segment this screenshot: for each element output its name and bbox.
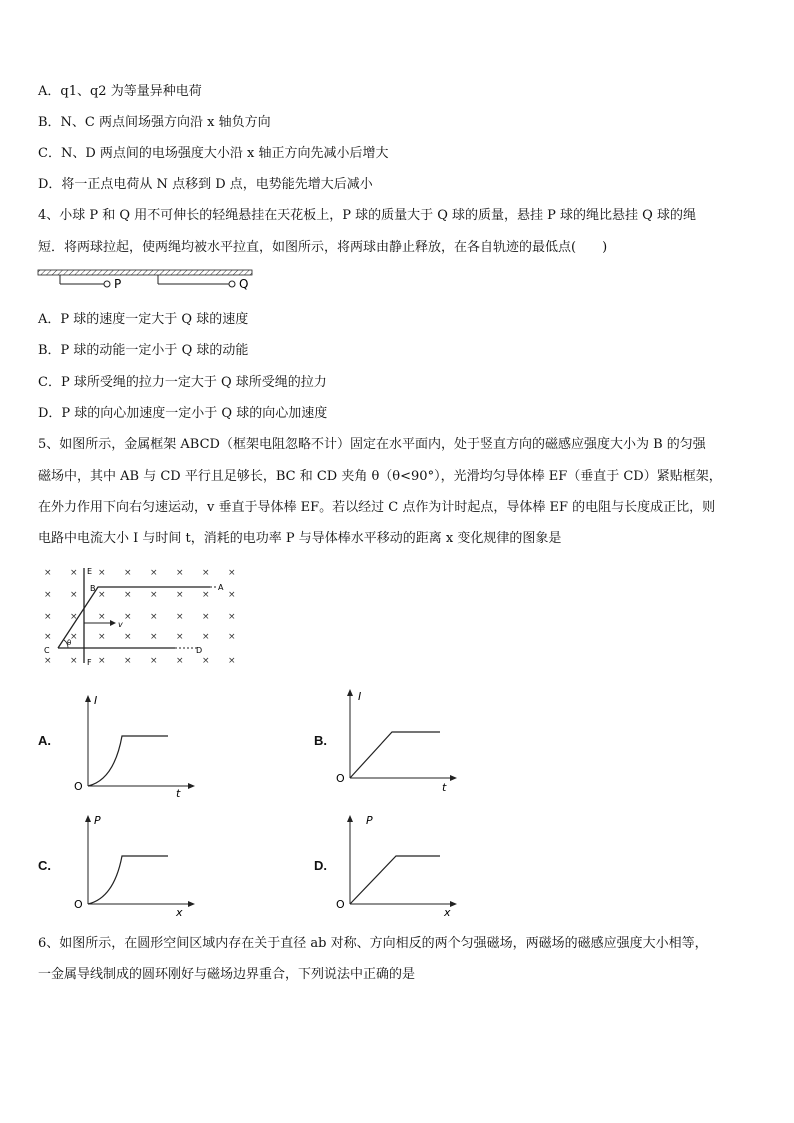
label-c: C bbox=[44, 646, 50, 655]
q5-stem-line2: 磁场中，其中 AB 与 CD 平行且足够长，BC 和 CD 夹角 θ（θ<90°），光滑均匀导体棒 EF（垂直于 CD）紧贴框架， bbox=[38, 469, 722, 484]
field-cross: × bbox=[202, 632, 210, 642]
field-cross: × bbox=[44, 656, 52, 666]
q4-option-a: A．P 球的速度一定大于 Q 球的速度 bbox=[38, 312, 249, 327]
q5-stem-line3: 在外力作用下向右匀速运动，v 垂直于导体棒 EF。若以经过 C 点作为计时起点，导体棒 EF 的电阻与长度成正比，则 bbox=[38, 500, 716, 515]
label-v: v bbox=[118, 620, 123, 629]
field-cross: × bbox=[228, 656, 236, 666]
q4-option-d: D．P 球的向心加速度一定小于 Q 球的向心加速度 bbox=[38, 406, 328, 421]
q5-field-figure bbox=[40, 565, 240, 670]
q5-stem-line1: 5、如图所示，金属框架 ABCD（框架电阻忽略不计）固定在水平面内，处于竖直方向的磁感应强度大小为 B 的匀强 bbox=[38, 437, 706, 452]
q4-stem-line1: 4、小球 P 和 Q 用不可伸长的轻绳悬挂在天花板上，P 球的质量大于 Q 球的质量，悬挂 P 球的绳比悬挂 Q 球的绳 bbox=[38, 208, 696, 223]
q5-option-d-letter: D. bbox=[314, 858, 327, 873]
field-cross: × bbox=[124, 612, 132, 622]
label-q: Q bbox=[239, 277, 249, 291]
graph-d-line bbox=[350, 856, 440, 904]
q3-option-d: D．将一正点电荷从 N 点移到 D 点，电势能先增大后减小 bbox=[38, 177, 373, 192]
field-cross: × bbox=[44, 568, 52, 578]
q3-option-a: A．q1、q2 为等量异种电荷 bbox=[38, 84, 202, 99]
field-cross: × bbox=[70, 568, 78, 578]
ball-q bbox=[229, 281, 235, 287]
field-cross: × bbox=[176, 568, 184, 578]
field-cross: × bbox=[44, 632, 52, 642]
field-cross: × bbox=[70, 632, 78, 642]
graph-a-xlabel: t bbox=[176, 787, 181, 800]
q5-graph-c bbox=[72, 812, 212, 920]
q5-option-c-letter: C. bbox=[38, 858, 51, 873]
label-e: E bbox=[87, 567, 93, 576]
field-cross: × bbox=[124, 590, 132, 600]
field-cross: × bbox=[228, 568, 236, 578]
graph-a-origin: O bbox=[74, 780, 83, 793]
q6-stem-line1: 6、如图所示，在圆形空间区域内存在关于直径 ab 对称、方向相反的两个匀强磁场，两磁场的磁感应强度大小相等， bbox=[38, 936, 708, 951]
field-cross: × bbox=[202, 568, 210, 578]
field-cross: × bbox=[150, 568, 158, 578]
q5-graph-b bbox=[334, 688, 474, 796]
graph-b-ylabel: I bbox=[358, 690, 362, 703]
q3-option-b: B．N、C 两点间场强方向沿 x 轴负方向 bbox=[38, 115, 271, 130]
q3-option-c: C．N、D 两点间的电场强度大小沿 x 轴正方向先减小后增大 bbox=[38, 146, 389, 161]
field-cross: × bbox=[228, 632, 236, 642]
field-cross: × bbox=[202, 612, 210, 622]
label-b: B bbox=[90, 584, 96, 593]
graph-d-origin: O bbox=[336, 898, 345, 911]
q5-option-a-letter: A. bbox=[38, 733, 51, 748]
frame-cbA bbox=[58, 587, 210, 648]
label-a: A bbox=[218, 583, 224, 592]
q4-figure bbox=[36, 268, 266, 294]
field-cross: × bbox=[176, 632, 184, 642]
field-cross: × bbox=[176, 590, 184, 600]
q4-option-c: C．P 球所受绳的拉力一定大于 Q 球所受绳的拉力 bbox=[38, 375, 327, 390]
field-cross: × bbox=[44, 612, 52, 622]
q5-stem-line4: 电路中电流大小 I 与时间 t，消耗的电功率 P 与导体棒水平移动的距离 x 变化规律的图象是 bbox=[38, 531, 562, 546]
label-f: F bbox=[87, 658, 92, 667]
q5-option-b-letter: B. bbox=[314, 733, 327, 748]
q5-graph-a bbox=[72, 690, 212, 798]
field-cross: × bbox=[70, 656, 78, 666]
field-cross: × bbox=[70, 590, 78, 600]
graph-d-ylabel: P bbox=[366, 814, 373, 827]
label-p: P bbox=[114, 277, 122, 291]
graph-c-origin: O bbox=[74, 898, 83, 911]
field-cross: × bbox=[98, 656, 106, 666]
field-cross: × bbox=[124, 632, 132, 642]
graph-a-ylabel: I bbox=[94, 694, 98, 707]
field-cross: × bbox=[98, 590, 106, 600]
field-cross: × bbox=[98, 612, 106, 622]
field-cross: × bbox=[70, 612, 78, 622]
field-cross: × bbox=[150, 590, 158, 600]
field-cross: × bbox=[176, 656, 184, 666]
field-cross: × bbox=[98, 568, 106, 578]
graph-b-origin: O bbox=[336, 772, 345, 785]
field-cross: × bbox=[228, 612, 236, 622]
field-cross: × bbox=[228, 590, 236, 600]
field-cross: × bbox=[44, 590, 52, 600]
graph-c-xlabel: x bbox=[176, 906, 183, 919]
graph-c-ylabel: P bbox=[94, 814, 101, 827]
magnetic-field-crosses bbox=[44, 568, 236, 666]
ceiling bbox=[38, 270, 252, 275]
q4-stem-line2: 短．将两球拉起，使两绳均被水平拉直，如图所示，将两球由静止释放，在各自轨迹的最低点( ) bbox=[38, 240, 608, 255]
label-theta: θ bbox=[67, 639, 72, 647]
graph-c-line bbox=[88, 856, 168, 904]
q5-graph-d bbox=[334, 812, 474, 920]
graph-a-line bbox=[88, 736, 168, 786]
graph-b-line bbox=[350, 732, 440, 778]
graph-b-xlabel: t bbox=[442, 781, 447, 794]
field-cross: × bbox=[124, 568, 132, 578]
field-cross: × bbox=[150, 632, 158, 642]
graph-d-xlabel: x bbox=[444, 906, 451, 919]
field-cross: × bbox=[150, 612, 158, 622]
field-cross: × bbox=[98, 632, 106, 642]
q4-option-b: B．P 球的动能一定小于 Q 球的动能 bbox=[38, 343, 249, 358]
field-cross: × bbox=[202, 590, 210, 600]
q6-stem-line2: 一金属导线制成的圆环刚好与磁场边界重合，下列说法中正确的是 bbox=[38, 967, 416, 982]
label-d: D bbox=[196, 646, 203, 655]
field-cross: × bbox=[176, 612, 184, 622]
field-cross: × bbox=[202, 656, 210, 666]
field-cross: × bbox=[124, 656, 132, 666]
ball-p bbox=[104, 281, 110, 287]
field-cross: × bbox=[150, 656, 158, 666]
